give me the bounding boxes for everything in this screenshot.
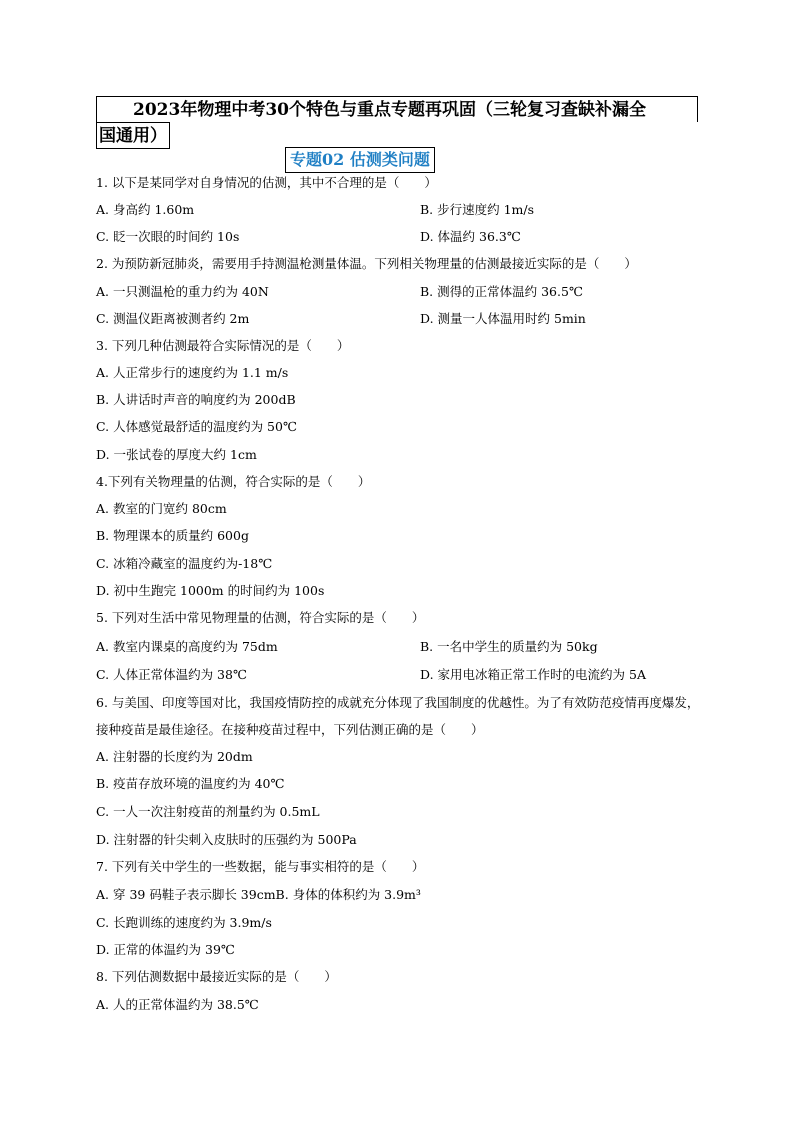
option-a: A. 教室的门宽约 80cm — [96, 501, 227, 516]
option-d: D. 正常的体温约为 39℃ — [96, 942, 235, 957]
option-a-b: A. 穿 39 码鞋子表示脚长 39cmB. 身体的体积约为 3.9m³ — [96, 887, 421, 902]
option-a: A. 人正常步行的速度约为 1.1 m/s — [96, 365, 289, 380]
title-line-2: 国通用） — [96, 122, 170, 149]
option-c: C. 一人一次注射疫苗的剂量约为 0.5mL — [96, 804, 320, 819]
option-a: A. 一只测温枪的重力约为 40N — [96, 284, 269, 299]
option-d: D. 一张试卷的厚度大约 1cm — [96, 447, 257, 462]
option-b: B. 测得的正常体温约 36.5℃ — [420, 284, 583, 299]
topic-subtitle: 专题02 估测类问题 — [285, 147, 435, 173]
question-stem: 2. 为预防新冠肺炎，需要用手持测温枪测量体温。下列相关物理量的估测最接近实际的是（ ） — [96, 256, 637, 271]
option-a: A. 人的正常体温约为 38.5℃ — [96, 997, 259, 1012]
document-title — [96, 96, 698, 149]
question-stem: 1. 以下是某同学对自身情况的估测，其中不合理的是（ ） — [96, 175, 437, 190]
option-d: D. 体温约 36.3℃ — [420, 229, 521, 244]
option-d: D. 测量一人体温用时约 5min — [420, 311, 586, 326]
option-d: D. 初中生跑完 1000m 的时间约为 100s — [96, 583, 325, 598]
option-a: A. 身高约 1.60m — [96, 202, 195, 217]
option-c: C. 人体正常体温约为 38℃ — [96, 667, 247, 682]
option-c: C. 人体感觉最舒适的温度约为 50℃ — [96, 419, 297, 434]
option-c: C. 眨一次眼的时间约 10s — [96, 229, 240, 244]
option-b: B. 物理课本的质量约 600g — [96, 528, 249, 543]
option-c: C. 长跑训练的速度约为 3.9m/s — [96, 915, 272, 930]
option-b: B. 一名中学生的质量约为 50kg — [420, 639, 598, 654]
option-d: D. 注射器的针尖刺入皮肤时的压强约为 500Pa — [96, 832, 357, 847]
question-stem: 5. 下列对生活中常见物理量的估测，符合实际的是（ ） — [96, 610, 425, 625]
question-stem: 6. 与美国、印度等国对比，我国疫情防控的成就充分体现了我国制度的优越性。为了有效防范疫情再度爆发，接种疫苗是最佳途径。在接种疫苗过程中，下列估测正确的是（ ） — [96, 695, 700, 737]
option-a: A. 教室内课桌的高度约为 75dm — [96, 639, 278, 654]
option-d: D. 家用电冰箱正常工作时的电流约为 5A — [420, 667, 646, 682]
option-c: C. 测温仪距离被测者约 2m — [96, 311, 250, 326]
option-b: B. 步行速度约 1m/s — [420, 202, 535, 217]
option-b: B. 疫苗存放环境的温度约为 40℃ — [96, 776, 285, 791]
option-b: B. 人讲话时声音的响度约为 200dB — [96, 392, 296, 407]
option-a: A. 注射器的长度约为 20dm — [96, 749, 253, 764]
question-stem: 8. 下列估测数据中最接近实际的是（ ） — [96, 969, 337, 984]
question-stem: 7. 下列有关中学生的一些数据，能与事实相符的是（ ） — [96, 859, 425, 874]
question-stem: 3. 下列几种估测最符合实际情况的是（ ） — [96, 338, 350, 353]
title-line-1: 2023年物理中考30个特色与重点专题再巩固（三轮复习查缺补漏全 — [96, 96, 698, 122]
question-stem: 4.下列有关物理量的估测，符合实际的是（ ） — [96, 474, 371, 489]
option-c: C. 冰箱冷藏室的温度约为-18℃ — [96, 556, 273, 571]
